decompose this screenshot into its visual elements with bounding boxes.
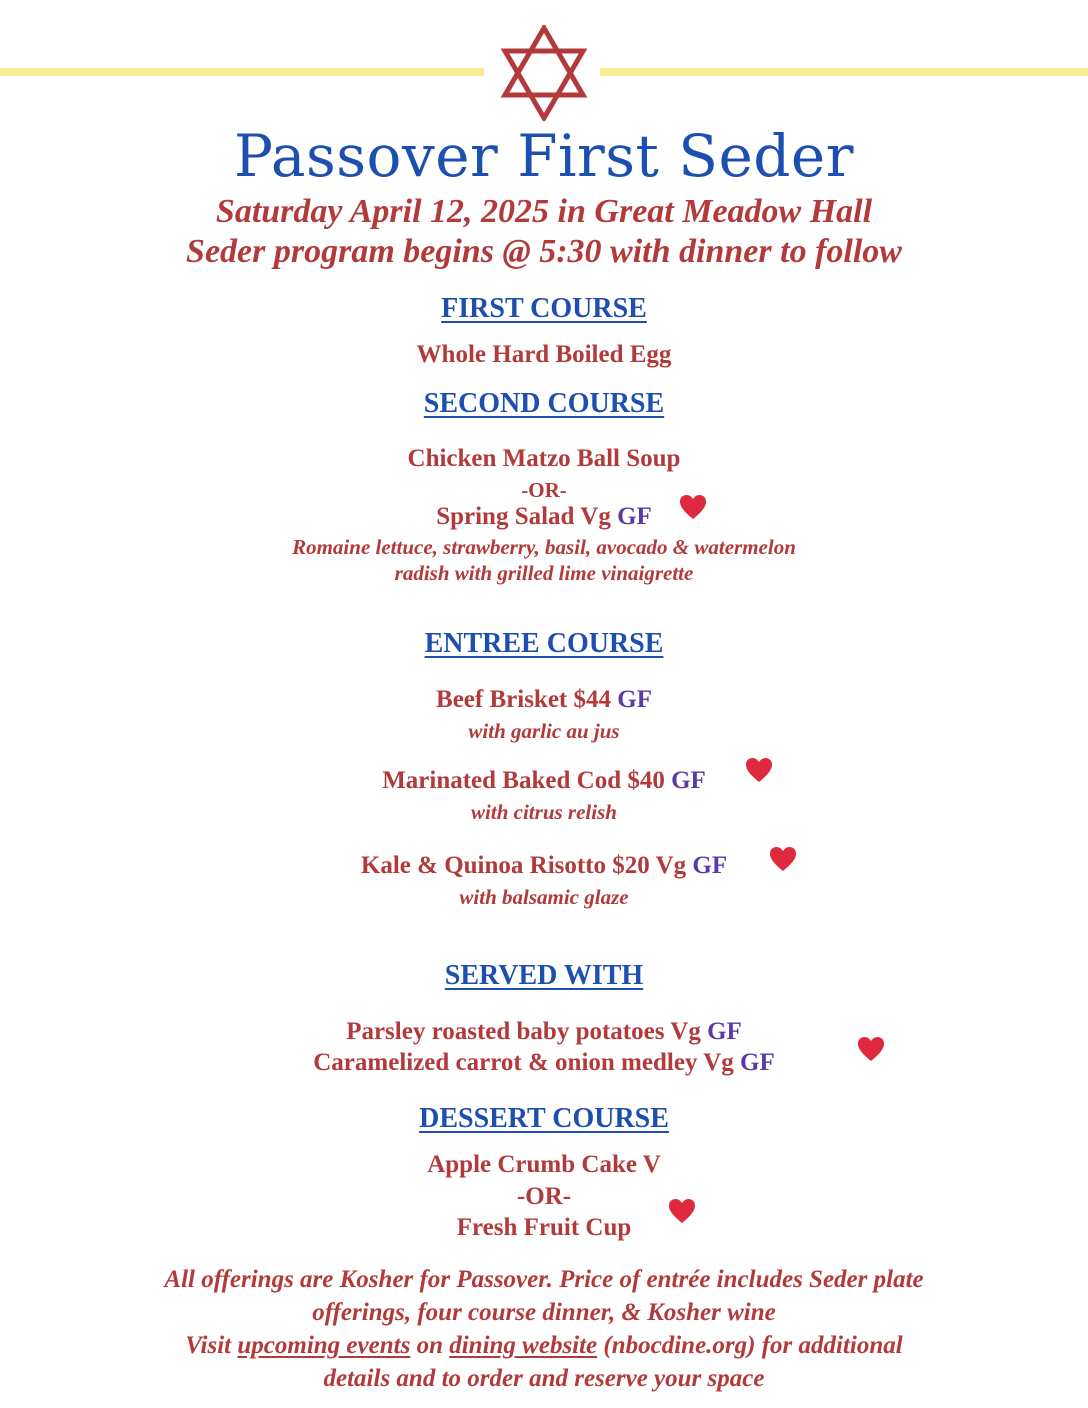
page-title: Passover First Seder: [234, 122, 854, 190]
top-bar-left: [0, 68, 484, 76]
heart-icon: [769, 846, 797, 872]
footer-on-text: on: [410, 1332, 450, 1359]
entree-item-cod: [0, 767, 1088, 795]
entree-name: Kale & Quinoa Risotto $20 Vg: [360, 852, 693, 879]
heart-icon: [679, 494, 707, 520]
gf-tag: GF: [617, 686, 652, 713]
entree-desc-brisket: with garlic au jus: [468, 719, 620, 743]
gf-tag: GF: [692, 852, 728, 879]
first-course-item: Whole Hard Boiled Egg: [416, 341, 672, 368]
heading-dessert-course: DESSERT COURSE: [419, 1103, 669, 1134]
dessert-item-cake: Apple Crumb Cake V: [427, 1151, 661, 1178]
entree-item-brisket: [0, 686, 1088, 714]
footer-line1: All offerings are Kosher for Passover. Price of entrée includes Seder plate: [164, 1266, 924, 1293]
heading-entree-course: ENTREE COURSE: [424, 628, 664, 659]
star-of-david-icon: [500, 25, 588, 121]
entree-item-risotto: [0, 852, 1088, 880]
salad-description-line1: Romaine lettuce, strawberry, basil, avocado & watermelon: [292, 535, 796, 559]
second-course-item-soup: Chicken Matzo Ball Soup: [407, 445, 681, 472]
event-date-location: Saturday April 12, 2025 in Great Meadow Hall: [215, 193, 873, 230]
salad-description-line2: radish with grilled lime vinaigrette: [394, 561, 694, 585]
heading-first-course: FIRST COURSE: [441, 293, 647, 324]
second-course-or: -OR-: [521, 478, 567, 502]
upcoming-events-link[interactable]: upcoming events: [237, 1332, 411, 1359]
gf-tag: GF: [707, 1018, 742, 1045]
side-name: Parsley roasted baby potatoes Vg: [346, 1018, 708, 1045]
dessert-item-fruit: Fresh Fruit Cup: [456, 1214, 632, 1241]
program-time: Seder program begins @ 5:30 with dinner to follow: [186, 233, 902, 270]
footer-line4: details and to order and reserve your space: [323, 1365, 765, 1392]
entree-name: Marinated Baked Cod $40: [382, 767, 672, 794]
entree-desc-cod: with citrus relish: [471, 800, 617, 824]
heart-icon: [745, 757, 773, 783]
entree-name: Beef Brisket $44: [436, 686, 618, 713]
top-bar-right: [600, 68, 1088, 76]
dining-website-link[interactable]: dining website: [449, 1332, 598, 1359]
gf-tag: GF: [671, 767, 706, 794]
side-item-potatoes: [0, 1018, 1088, 1046]
footer-line3: [0, 1332, 1088, 1360]
heart-icon: [668, 1198, 696, 1224]
gf-tag: GF: [740, 1049, 775, 1076]
footer-visit-text: Visit: [185, 1332, 238, 1359]
footer-line2: offerings, four course dinner, & Kosher wine: [312, 1299, 776, 1326]
entree-desc-risotto: with balsamic glaze: [459, 885, 629, 909]
footer-site-text: (nbocdine.org) for additional: [597, 1332, 903, 1359]
gf-tag: GF: [617, 503, 652, 530]
dessert-or: -OR-: [516, 1183, 572, 1210]
heading-served-with: SERVED WITH: [444, 960, 644, 991]
heading-second-course: SECOND COURSE: [423, 388, 665, 419]
salad-name: Spring Salad Vg: [436, 503, 618, 530]
side-name: Caramelized carrot & onion medley Vg: [313, 1049, 741, 1076]
side-item-carrot: [0, 1049, 1088, 1077]
second-course-item-salad: [0, 503, 1088, 531]
heart-icon: [857, 1036, 885, 1062]
